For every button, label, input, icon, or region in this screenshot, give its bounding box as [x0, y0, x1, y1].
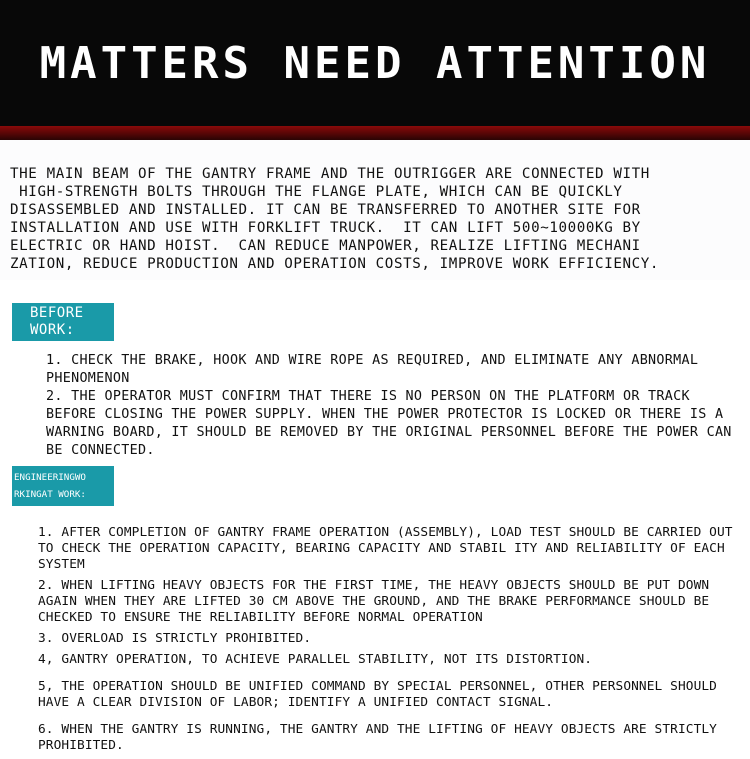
list-item: 2. WHEN LIFTING HEAVY OBJECTS FOR THE FIRST TIME, THE HEAVY OBJECTS SHOULD BE PUT DOWN AGAIN WHEN THEY ARE LIFTED 30 CM ABOVE THE GROUND, AND THE BRAKE PERFORMANCE SHOULD BE CHECKED TO ENSURE THE RELIABILITY BEFORE NORMAL OPERATION [38, 578, 710, 625]
engineering-work-tag-line2: RKINGAT WORK: [14, 489, 86, 500]
list-item: 1. AFTER COMPLETION OF GANTRY FRAME OPERATION (ASSEMBLY), LOAD TEST SHOULD BE CARRIED OUT TO CHECK THE OPERATION CAPACITY, BEARING CAPACITY AND STABIL ITY AND RELIABILITY OF EACH SYSTEM [38, 525, 733, 572]
header-stripe [0, 126, 750, 140]
list-item: 1. CHECK THE BRAKE, HOOK AND WIRE ROPE AS REQUIRED, AND ELIMINATE ANY ABNORMAL PHENOMENON [46, 353, 699, 386]
engineering-work-tag [12, 466, 114, 506]
list-item: 2. THE OPERATOR MUST CONFIRM THAT THERE IS NO PERSON ON THE PLATFORM OR TRACK BEFORE CLOSING THE POWER SUPPLY. WHEN THE POWER PROTECTOR IS LOCKED OR THERE IS A WARNING BOARD, IT SHOULD BE REMOVED BY THE ORIGINAL PERSONNEL BEFORE THE POWER CAN BE CONNECTED. [46, 389, 732, 458]
engineering-work-tag-line1: ENGINEERINGWO [14, 472, 86, 483]
page-title: MATTERS NEED ATTENTION [39, 38, 711, 89]
intro-paragraph: THE MAIN BEAM OF THE GANTRY FRAME AND THE OUTRIGGER ARE CONNECTED WITH HIGH-STRENGTH BOLTS THROUGH THE FLANGE PLATE, WHICH CAN BE QUICKLY DISASSEMBLED AND INSTALLED. IT CAN BE TRANSFERRED TO ANOTHER SITE FOR INSTALLATION AND USE WITH FORKLIFT TRUCK. IT CAN LIFT 500~10000KG BY ELECTRIC OR HAND HOIST. CAN REDUCE MANPOWER, REALIZE LIFTING MECHANI ZATION, REDUCE PRODUCTION AND OPERATION COSTS, IMPROVE WORK EFFICIENCY. [10, 166, 660, 272]
before-work-tag-line2: WORK: [30, 322, 75, 338]
engineering-work-list [38, 525, 748, 759]
list-item: 4, GANTRY OPERATION, TO ACHIEVE PARALLEL STABILITY, NOT ITS DISTORTION. [38, 652, 593, 667]
list-item: 3. OVERLOAD IS STRICTLY PROHIBITED. [38, 631, 312, 646]
before-work-list [46, 352, 746, 460]
list-item: 6. WHEN THE GANTRY IS RUNNING, THE GANTRY AND THE LIFTING OF HEAVY OBJECTS ARE STRICTLY PROHIBITED. [38, 722, 717, 753]
before-work-tag [12, 303, 114, 341]
before-work-tag-line1: BEFORE [30, 305, 84, 321]
list-item: 5, THE OPERATION SHOULD BE UNIFIED COMMAND BY SPECIAL PERSONNEL, OTHER PERSONNEL SHOULD HAVE A CLEAR DIVISION OF LABOR; IDENTIFY A UNIFIED CONTACT SIGNAL. [38, 679, 717, 710]
